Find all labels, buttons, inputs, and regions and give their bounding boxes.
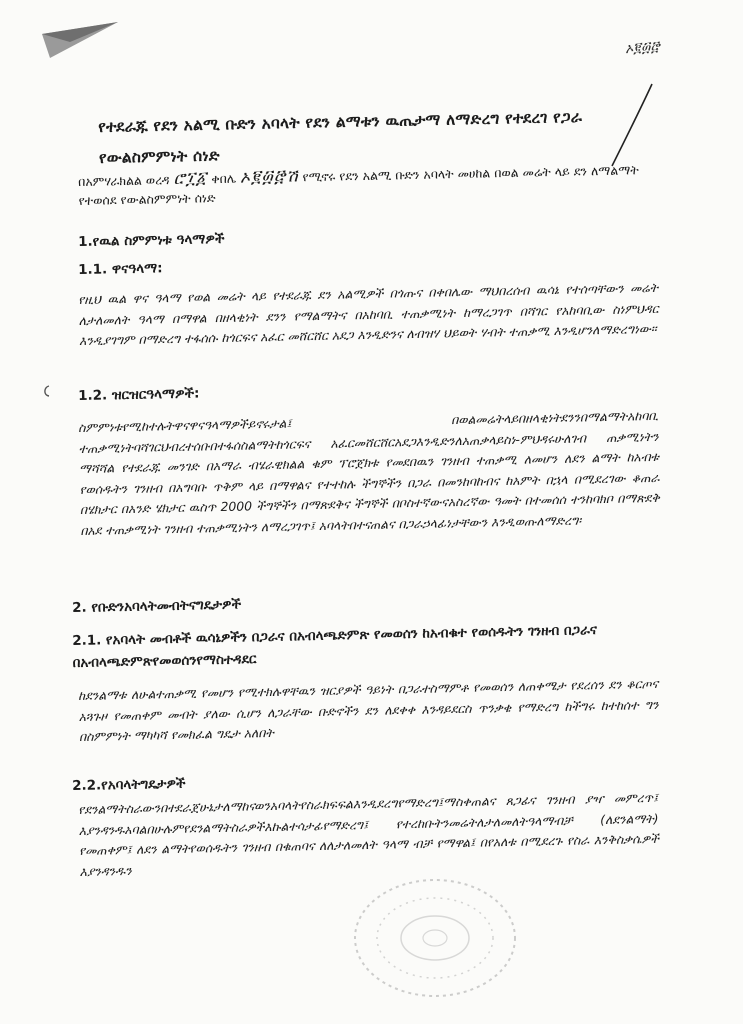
folded-corner-mark <box>40 20 120 60</box>
intro-prefix: በአምሃራክልል <box>78 172 142 189</box>
section-1-1-heading: 1.1. ዋናዓላማ: <box>78 260 163 278</box>
page-number: ኦ፪፴፸ <box>624 38 661 58</box>
section-1-2-heading: 1.2. ዝርዝርዓላማዎች: <box>78 385 200 404</box>
document-title: የተደራጁ የደን አልሚ ቡድን አባላት የደን ልማቱን ዉጤታማ ለማድረግ የተደረገ የጋራ የውልስምምነት ሰነድ <box>98 107 583 167</box>
section-2-2-body: የደንልማትስራውንበተደራጀሁኔታለማከናወንአባላትየስራክፍፍልእንዲደረግየማድረግ፤ማስቀጠልና ጸጋፊና ገንዘብ ያዣ መምረጥ፤ እያንዳንዱአባልበሁሉምየደንልማትስራዎችእኩልተሳታፊየማድረግ፤ የተረከቡትንመሬትለታለመለትዓላማብቻ (ለደንልማት) የመጠቀም፤ ለደን ልማትየወሰዱትን ገንዘብ በቁጠባና ለለታለመለት ዓላማ ብቻ የማዋል፤ በየአለቱ በሚደረጉ የስራ እንቅስቃሴዎች እያንዳንዱን <box>78 789 660 879</box>
section-2-heading: 2. የቡድንአባላትመብትናግዴታዎች <box>72 596 242 616</box>
faded-seal-stamp <box>340 860 530 1000</box>
section-2-2-heading: 2.2.የአባላትግዴታዎች <box>72 775 186 794</box>
woreda-label: ወረዳ <box>145 172 170 188</box>
woreda-value: ሮ፲፩ <box>173 168 208 189</box>
kebele-value: ኦ፪፴፸ሽ <box>239 166 299 188</box>
section-1-2-body: ስምምነቱየሚከተሉትዋናዋናዓላማዎችይኖሩታል፤ በወልመሬትላይበዘላቂነትደንንበማልማትአከባቢ ተጠቃሚነትባሻገርህብረተሰቡበተፋሰስልማትከጎርፍና አፈርመሸርሸርአደጋእንዲድንለአጠቃላይስነ-ምህዳሩሁለገብ ጠቃሚነትን ማሻሻል የተደራጁ መንገድ በአማራ ብሄራዊክልል ቁም ፕሮጀክቱ የመደበዉን ገንዘብ ተጠቃሚ ለመሆን ለደን ልማት ከአብቱ የወሰዱትን ገንዘብ በአግባቡ ጥቅም ላይ በማዋልና የተተከሉ ችግኞችን በጋራ በመንከባከብና ከአምት በኋላ በሚደረገው ቆጠራ በሄክታር በአንድ ሄክታር ዉስጥ 2000 ችግኞችን በማጽደቅና ችግኞች በቦስተኛውናአስረኛው ዓመት በተመሰሰ ተንከባክቦ በማጽደቅ በአደ ተጠቃሚነት ገንዘብ ተጠቃሚነትን ለማረጋገጥ፤ አባላትበተናጠልና በጋራኃላፊነታቸውን እንዲወጡለማድረግ፡ <box>78 407 660 538</box>
section-1-heading: 1.የዉል ስምምነቱ ዓላማዎች <box>78 230 225 250</box>
punch-hole-mark <box>40 384 54 398</box>
section-2-1-heading: 2.1. የአባላት መብቶች ዉሳኔዎችን በጋራና በአብላጫድምጽ የመወሰን ከአብቁተ የወሰዱትን ገንዘብ በጋራና በአብላጫድምጽየመወሰንየማስተዳደር <box>72 622 598 671</box>
intro-rest: የሚኖሩ የደን አልሚ ቡድን አባላት መሀከል በወል መሬት ላይ ደን ለማልማት የተወሰደ የውልስምምነት ሰነድ <box>78 162 639 208</box>
section-1-1-body: የዚህ ዉል ዋና ዓላማ የወል መሬት ላይ የተደራጁ ደን አልሚዎች በጎጡና በቀበሌው ማህበረሰብ ዉሳኔ የተሰጣቸውን መሬት ለታለመለት ዓላማ በማዋል በዘላቂነት ደንን የማልማትና በአከባቢ ተጠቃሚነት ከማረጋገጥ በሻገር የአከባቢው ስነምህዳር እንዲያገግም በማድረግ ተፋሰሱ ከጎርፍና አፈር መሸርሸር አደጋ እንዲድንና ለብዝሃ ህይወት ሃብት ተጠቃሚ እንዲሆንለማድረግነው። <box>78 279 659 348</box>
kebele-label: ቀበሌ <box>211 170 237 187</box>
section-2-1-body: ከደንልማቱ ለሁልተጠቃሚ የመሆን የሚተክሉዋቸዉን ዝርያዎች ዓይነት በጋራተስማምቶ የመወሰን ለጠቀሜታ የደረሰን ደን ቆርጦና አጓጉዞ የመጠቀም መብት ያለው ሲሆን ለጋራቸው ቡድኖችን ደን ለደቀቀ እንዳይደርስ ጥንቃቄ የማድረግ ከችግሩ ከተከሰተ ግን በስምምነት ማካካሻ የመክፈል ግዴታ አለበት <box>78 675 659 744</box>
